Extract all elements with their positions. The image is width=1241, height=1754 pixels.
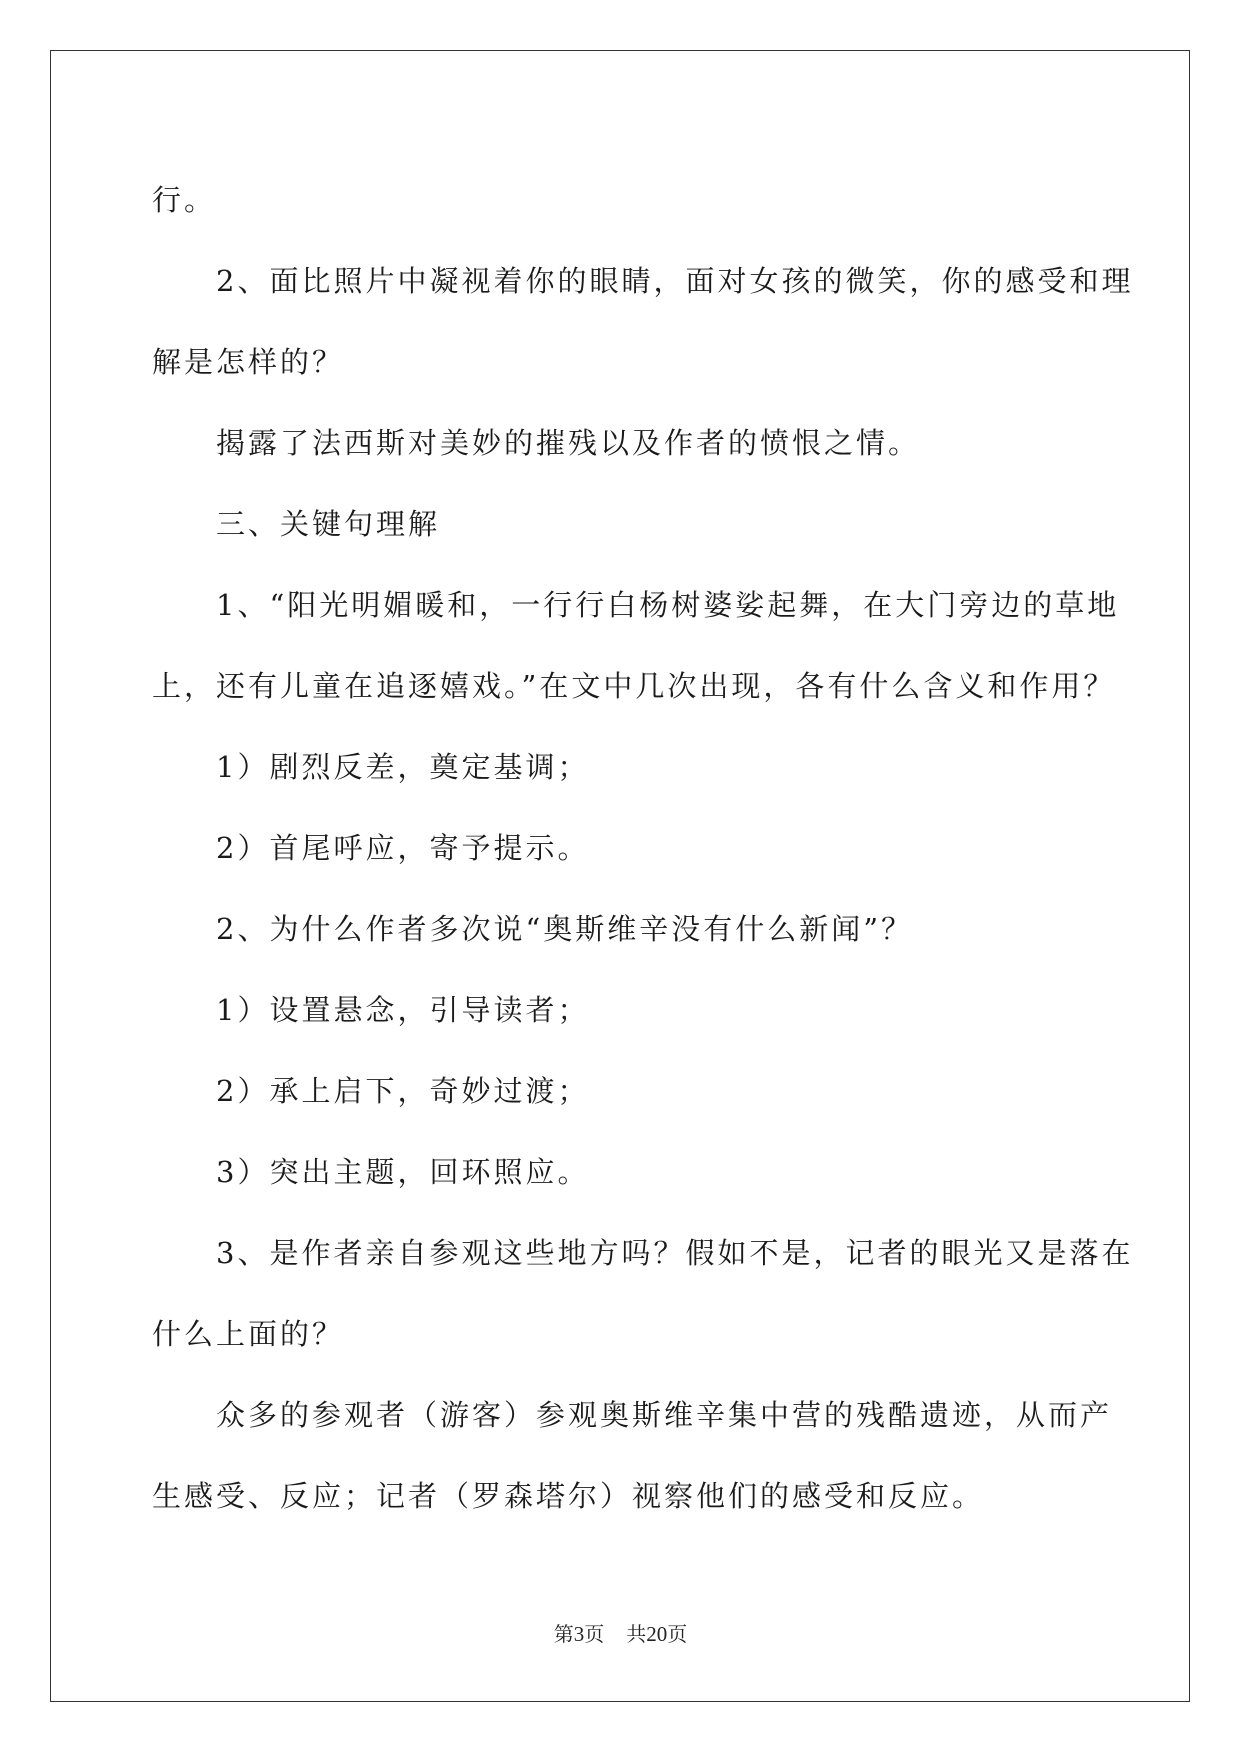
- page-suffix: 页: [584, 1622, 605, 1646]
- text-line: 1）剧烈反差，奠定基调；: [216, 750, 590, 784]
- text-line: 2、面比照片中凝视着你的眼睛，面对女孩的微笑，你的感受和理: [216, 264, 1134, 298]
- text-line: 解是怎样的？: [152, 345, 345, 379]
- current-page-number: 3: [573, 1622, 585, 1646]
- text-line: 生感受、反应；记者（罗森塔尔）视察他们的感受和反应。: [152, 1479, 985, 1513]
- section-heading: 三、关键句理解: [216, 507, 441, 541]
- text-line: 3）突出主题，回环照应。: [216, 1155, 590, 1189]
- page-footer: [0, 1618, 1241, 1647]
- text-line: 揭露了法西斯对美妙的摧残以及作者的愤恨之情。: [216, 426, 921, 460]
- text-line: 1）设置悬念，引导读者；: [216, 993, 590, 1027]
- page-prefix: 第: [553, 1622, 574, 1646]
- text-line: 行。: [152, 183, 217, 217]
- text-line: 上，还有儿童在追逐嬉戏。”在文中几次出现，各有什么含义和作用？: [152, 669, 1116, 703]
- text-line: 2）承上启下，奇妙过渡；: [216, 1074, 590, 1108]
- total-suffix: 页: [667, 1622, 688, 1646]
- total-prefix: 共: [626, 1622, 647, 1646]
- text-line: 什么上面的？: [152, 1317, 345, 1351]
- document-body: [152, 160, 1134, 1537]
- text-line: 众多的参观者（游客）参观奥斯维辛集中营的残酷遗迹，从而产: [216, 1398, 1113, 1432]
- text-line: 3、是作者亲自参观这些地方吗？假如不是，记者的眼光又是落在: [216, 1236, 1134, 1270]
- text-line: 2、为什么作者多次说“奥斯维辛没有什么新闻”？: [216, 912, 914, 946]
- text-line: 1、“阳光明媚暖和，一行行白杨树婆娑起舞，在大门旁边的草地: [216, 588, 1120, 622]
- total-page-number: 20: [646, 1622, 668, 1646]
- text-line: 2）首尾呼应，寄予提示。: [216, 831, 590, 865]
